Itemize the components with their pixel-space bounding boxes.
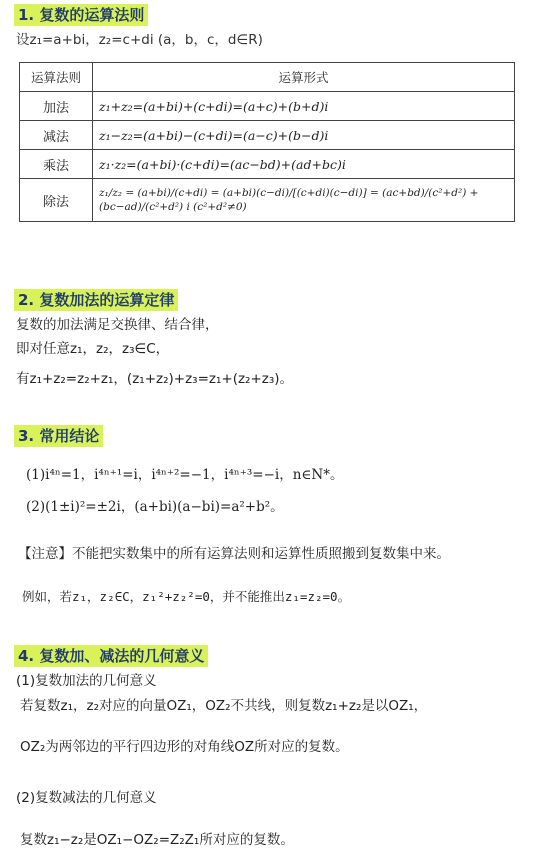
section-4-sub-2: (2)复数减法的几何意义 <box>16 790 157 806</box>
section-2-heading: 2. 复数加法的运算定律 <box>14 289 178 311</box>
section-3-line-2: (2)(1±i)²=±2i，(a+bi)(a−bi)=a²+b²。 <box>26 499 284 515</box>
row-name: 加法 <box>20 92 93 121</box>
row-expr: z₁+z₂=(a+bi)+(c+di)=(a+c)+(b+d)i <box>93 92 515 121</box>
row-name: 乘法 <box>20 150 93 179</box>
row-expr: z₁/z₂ = (a+bi)/(c+di) = (a+bi)(c−di)/[(c+di)(c−di)] = (ac+bd)/(c²+d²) + (bc−ad)/(c²+d²) i (c²+d²≠0) <box>93 179 515 222</box>
table-row <box>20 150 515 179</box>
section-1-premise: 设z₁=a+bi，z₂=c+di (a，b，c，d∈R) <box>16 32 263 48</box>
section-1-heading: 1. 复数的运算法则 <box>14 4 148 26</box>
section-2-line-1: 复数的加法满足交换律、结合律， <box>16 317 219 333</box>
section-4-line-2: OZ₂为两邻边的平行四边形的对角线OZ所对应的复数。 <box>20 739 349 755</box>
header-rule: 运算法则 <box>20 63 93 92</box>
row-expr: z₁·z₂=(a+bi)·(c+di)=(ac−bd)+(ad+bc)i <box>93 150 515 179</box>
section-4-line-1: 若复数z₁，z₂对应的向量OZ₁，OZ₂不共线，则复数z₁+z₂是以OZ₁， <box>20 698 428 714</box>
table-row <box>20 121 515 150</box>
header-form: 运算形式 <box>93 63 515 92</box>
section-3-example: 例如，若z₁，z₂∈C，z₁²+z₂²=0，并不能推出z₁=z₂=0。 <box>22 589 351 604</box>
section-4-line-3: 复数z₁−z₂是OZ₁−OZ₂=Z₂Z₁所对应的复数。 <box>20 832 294 848</box>
row-name: 减法 <box>20 121 93 150</box>
table-header-row <box>20 63 515 92</box>
row-name: 除法 <box>20 179 93 222</box>
operations-table <box>19 62 515 222</box>
section-3-line-1: (1)i⁴ⁿ=1，i⁴ⁿ⁺¹=i，i⁴ⁿ⁺²=−1，i⁴ⁿ⁺³=−i，n∈N*。 <box>26 467 344 483</box>
section-4-heading: 4. 复数加、减法的几何意义 <box>14 645 208 667</box>
section-4-sub-1: (1)复数加法的几何意义 <box>16 673 157 689</box>
table-row <box>20 92 515 121</box>
section-3-heading: 3. 常用结论 <box>14 425 103 447</box>
row-expr: z₁−z₂=(a+bi)−(c+di)=(a−c)+(b−d)i <box>93 121 515 150</box>
section-2-line-3: 有z₁+z₂=z₂+z₁，(z₁+z₂)+z₃=z₁+(z₂+z₃)。 <box>16 371 294 387</box>
section-3-note: 【注意】不能把实数集中的所有运算法则和运算性质照搬到复数集中来。 <box>18 546 450 562</box>
table-row <box>20 179 515 222</box>
section-2-line-2: 即对任意z₁，z₂，z₃∈C， <box>16 341 170 357</box>
